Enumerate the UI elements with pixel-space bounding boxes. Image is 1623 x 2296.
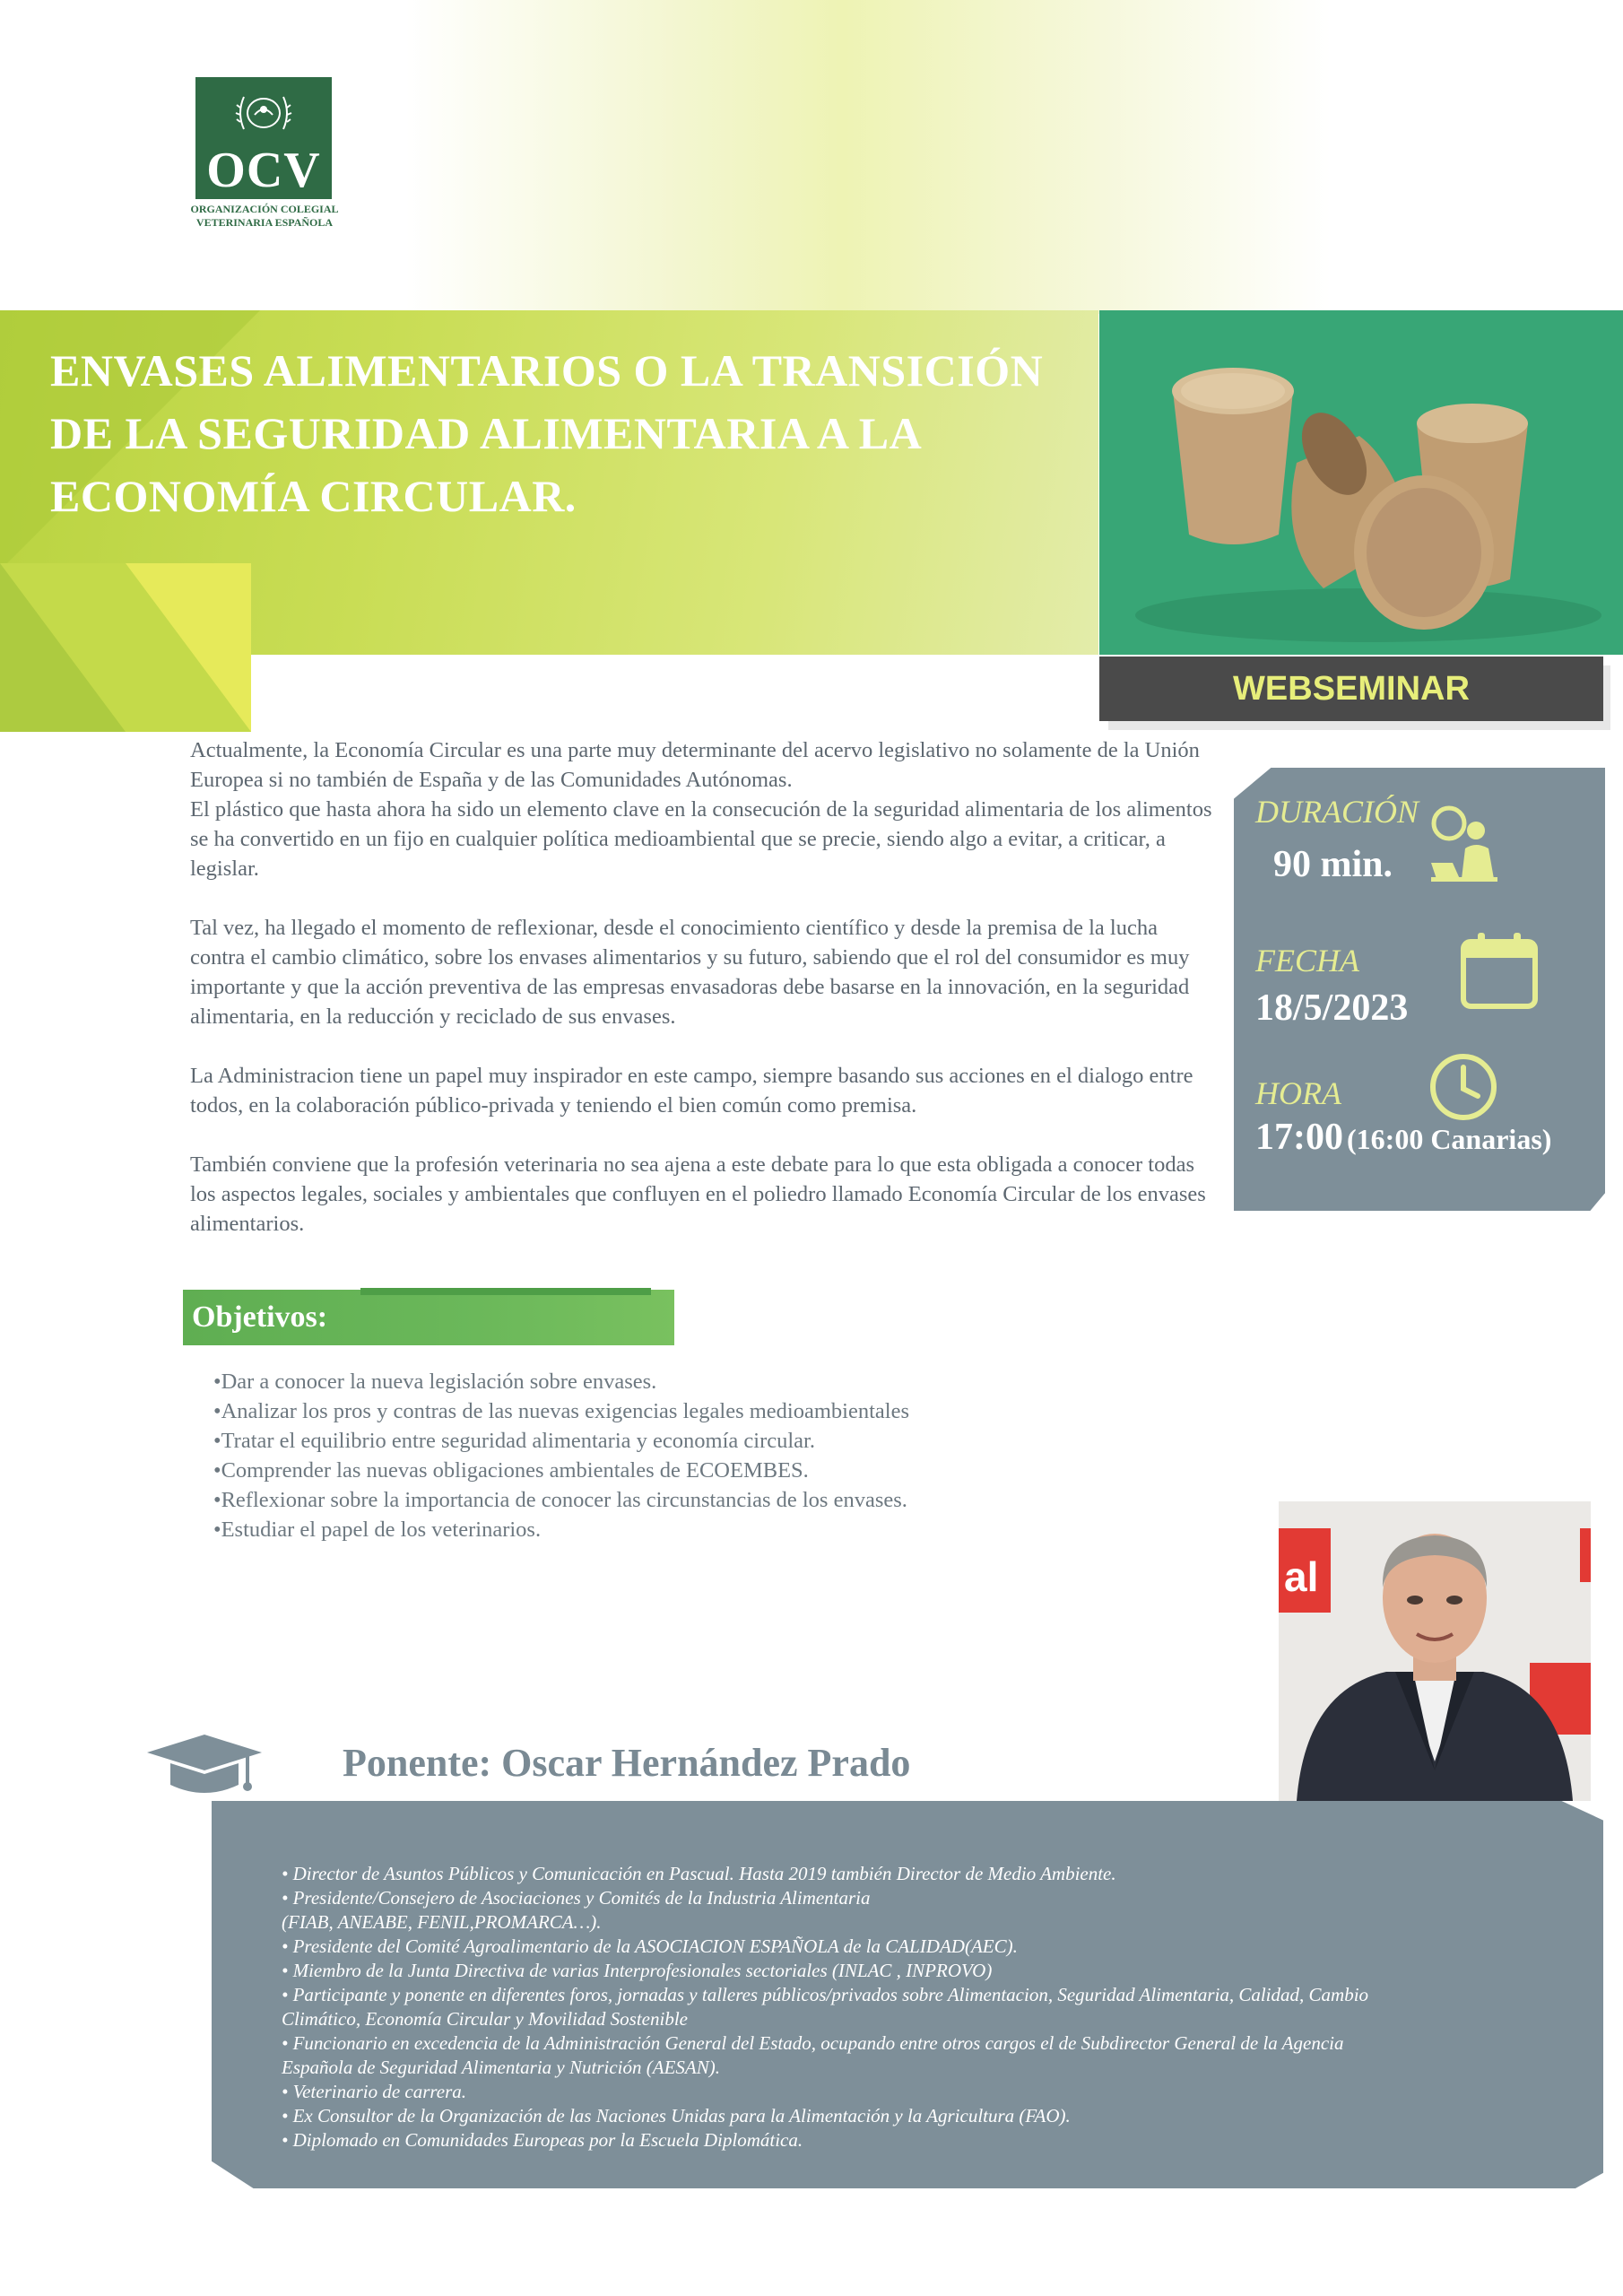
time-note: (16:00 Canarias) — [1347, 1123, 1552, 1155]
list-item: • Tratar el equilibrio entre seguridad alimentaria y economía circular. — [213, 1426, 909, 1456]
veterinary-seal-icon — [231, 86, 296, 140]
date-label: FECHA — [1255, 943, 1359, 978]
person-laptop-icon — [1428, 800, 1501, 886]
intro-paragraph: También conviene que la profesión veterinaria no sea ajena a este debate para lo que esta obligada a conocer todas los aspectos legales, sociales y ambientales que confluyen en el poliedro llamado Economía Circular de los envases alimentarios. — [190, 1152, 1206, 1236]
speaker-photo-sign-text: al — [1284, 1553, 1319, 1600]
bio-line: • Presidente del Comité Agroalimentario de la ASOCIACION ESPAÑOLA de la CALIDAD(AEC). — [282, 1935, 1018, 1957]
list-item: • Dar a conocer la nueva legislación sobre envases. — [213, 1367, 909, 1396]
ocv-logo-subtitle — [179, 203, 350, 230]
title-line: DE LA SEGURIDAD ALIMENTARIA A LA — [50, 408, 923, 458]
bio-line: • Miembro de la Junta Directiva de varias Interprofesionales sectoriales (INLAC , INPROVO) — [282, 1960, 993, 1981]
objetivos-title: Objetivos: — [192, 1300, 328, 1334]
bio-line: • Presidente/Consejero de Asociaciones y Comités de la Industria Alimentaria — [282, 1887, 871, 1909]
bio-line: • Funcionario en excedencia de la Administración General del Estado, ocupando entre otros cargos el de Subdirector General de la Agencia — [282, 2032, 1344, 2054]
time-row — [1255, 1116, 1551, 1159]
logo-subtitle-line: ORGANIZACIÓN COLEGIAL — [190, 203, 339, 215]
bio-line: Española de Seguridad Alimentaria y Nutrición (AESAN). — [282, 2057, 720, 2078]
bio-line: • Ex Consultor de la Organización de las Naciones Unidas para la Alimentación y la Agricultura (FAO). — [282, 2105, 1071, 2126]
webseminar-label: WEBSEMINAR — [1233, 670, 1470, 708]
clock-icon — [1428, 1051, 1499, 1123]
intro-sentence: Actualmente, la Economía Circular es una parte muy determinante del acervo legislativo no solamente de la Unión Europea si no también de España y de las Comunidades Autónomas. — [190, 738, 1200, 792]
paper-cups-photo — [1099, 310, 1623, 655]
list-item: • Reflexionar sobre la importancia de conocer las circunstancias de los envases. — [213, 1485, 909, 1515]
ocv-logo-text: OCV — [206, 143, 321, 198]
graduation-cap-icon — [143, 1731, 265, 1799]
bio-line: (FIAB, ANEABE, FENIL,PROMARCA…). — [282, 1911, 602, 1933]
list-item: • Estudiar el papel de los veterinarios. — [213, 1515, 909, 1544]
intro-text — [190, 735, 1212, 1268]
time-label: HORA — [1255, 1075, 1341, 1111]
intro-paragraph: La Administracion tiene un papel muy inspirador en este campo, siempre basando sus acciones en el dialogo entre todos, en la colaboración público-privada y teniendo el bien común como premisa. — [190, 1064, 1193, 1118]
speaker-heading: Ponente: Oscar Hernández Prado — [343, 1741, 911, 1785]
speaker-bio-text — [282, 1862, 1519, 2152]
title-line: ENVASES ALIMENTARIOS O LA TRANSICIÓN — [50, 345, 1044, 396]
bio-line: • Director de Asuntos Públicos y Comunicación en Pascual. Hasta 2019 también Director de Medio Ambiente. — [282, 1863, 1116, 1884]
list-item: • Analizar los pros y contras de las nuevas exigencias legales medioambientales — [213, 1396, 909, 1426]
list-item: • Comprender las nuevas obligaciones ambientales de ECOEMBES. — [213, 1456, 909, 1485]
duration-label: DURACIÓN — [1255, 794, 1419, 830]
date-value: 18/5/2023 — [1255, 987, 1409, 1029]
intro-paragraph — [190, 735, 1212, 883]
intro-sentence: El plástico que hasta ahora ha sido un elemento clave en la consecución de la seguridad alimentaria de los alimentos se ha convertido en un fijo en cualquier política medioambiental que se precie, siendo algo a evitar, a criticar, a legislar. — [190, 797, 1212, 881]
bio-line: • Veterinario de carrera. — [282, 2081, 467, 2102]
speaker-photo — [1279, 1501, 1591, 1801]
duration-value: 90 min. — [1273, 844, 1393, 885]
title-line: ECONOMÍA CIRCULAR. — [50, 471, 577, 521]
intro-paragraph: Tal vez, ha llegado el momento de reflexionar, desde el conocimiento científico y desde la premisa de la lucha contra el cambio climático, sobre los envases alimentarios y su futuro, sabiendo que el rol del consumidor es muy importante y que la acción preventiva de las empresas envasadoras debe basarse en la innovación, en la seguridad alimentaria, en la reducción y reciclado de sus envases. — [190, 916, 1190, 1029]
objetivos-list — [213, 1367, 909, 1544]
objetivos-header-accent — [360, 1288, 651, 1295]
logo-subtitle-line: VETERINARIA ESPAÑOLA — [195, 216, 334, 229]
calendar-icon — [1458, 929, 1541, 1012]
bio-line: • Participante y ponente en diferentes foros, jornadas y talleres públicos/privados sobre Alimentacion, Seguridad Alimentaria, Calidad, Cambio — [282, 1984, 1369, 2005]
bio-line: • Diplomado en Comunidades Europeas por la Escuela Diplomática. — [282, 2129, 803, 2151]
bio-line: Climático, Economía Circular y Movilidad Sostenible — [282, 2008, 688, 2030]
page-title — [50, 339, 1081, 527]
time-value: 17:00 — [1255, 1117, 1343, 1158]
